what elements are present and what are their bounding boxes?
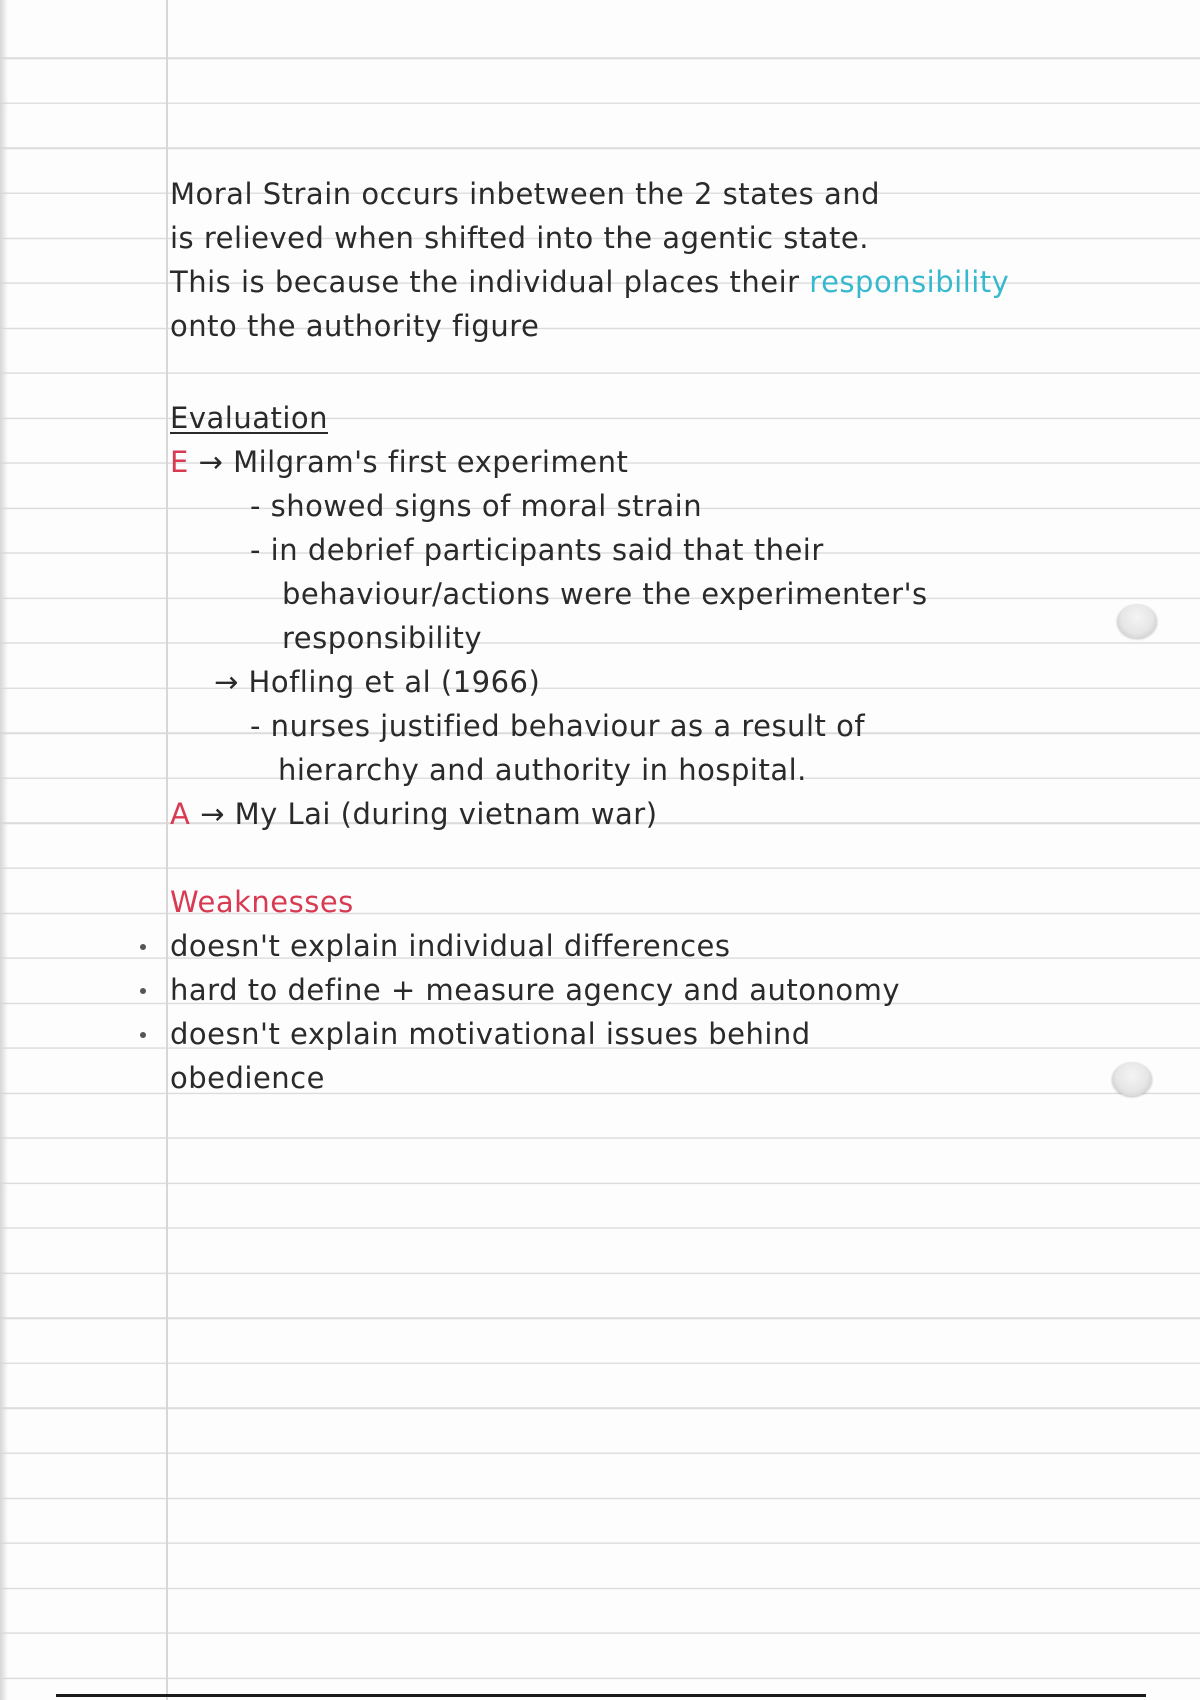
weakness-item-3-text: doesn't explain motivational issues behind xyxy=(170,1017,811,1051)
arrow-icon: → xyxy=(198,445,224,479)
e-title: Milgram's first experiment xyxy=(233,445,629,479)
weakness-item-3-continued: obedience xyxy=(170,1061,325,1095)
evaluation-heading: Evaluation xyxy=(170,401,329,435)
evaluation-e-line xyxy=(170,440,628,484)
e-label: E xyxy=(170,445,189,479)
evaluation-a-line xyxy=(170,792,658,836)
bottom-rule xyxy=(56,1694,1146,1697)
bullet-icon xyxy=(140,944,146,950)
intro-line-3-text: This is because the individual places their xyxy=(170,265,800,299)
weakness-item-2-text: hard to define + measure agency and autonomy xyxy=(170,973,900,1007)
weakness-item-3 xyxy=(170,1012,811,1056)
bullet-icon xyxy=(140,1032,146,1038)
weaknesses-heading: Weaknesses xyxy=(170,885,354,919)
intro-line-4: onto the authority figure xyxy=(170,309,540,343)
weakness-item-1 xyxy=(170,924,731,968)
punch-hole-top xyxy=(1117,604,1157,638)
hofling-sub-line-2: hierarchy and authority in hospital. xyxy=(278,753,807,787)
a-label: A xyxy=(170,797,191,831)
e-sub-point-2-line-2: behaviour/actions were the experimenter's xyxy=(282,577,928,611)
responsibility-highlight: responsibility xyxy=(809,265,1010,299)
margin-line xyxy=(166,0,168,1700)
bullet-icon xyxy=(140,988,146,994)
e-sub-point-2-line-3: responsibility xyxy=(282,621,483,655)
intro-line-3 xyxy=(170,260,1009,304)
page-edge-shadow xyxy=(0,0,8,1700)
e-sub-point-1: - showed signs of moral strain xyxy=(250,489,703,523)
intro-line-1: Moral Strain occurs inbetween the 2 states and xyxy=(170,177,881,211)
a-text: → My Lai (during vietnam war) xyxy=(200,797,658,831)
intro-line-2: is relieved when shifted into the agentic state. xyxy=(170,221,869,255)
weakness-item-1-text: doesn't explain individual differences xyxy=(170,929,731,963)
punch-hole-bottom xyxy=(1112,1062,1152,1096)
hofling-sub-line-1: - nurses justified behaviour as a result of xyxy=(250,709,866,743)
hofling-title: → Hofling et al (1966) xyxy=(214,665,541,699)
weakness-item-2 xyxy=(170,968,900,1012)
e-sub-point-2-line-1: - in debrief participants said that their xyxy=(250,533,824,567)
